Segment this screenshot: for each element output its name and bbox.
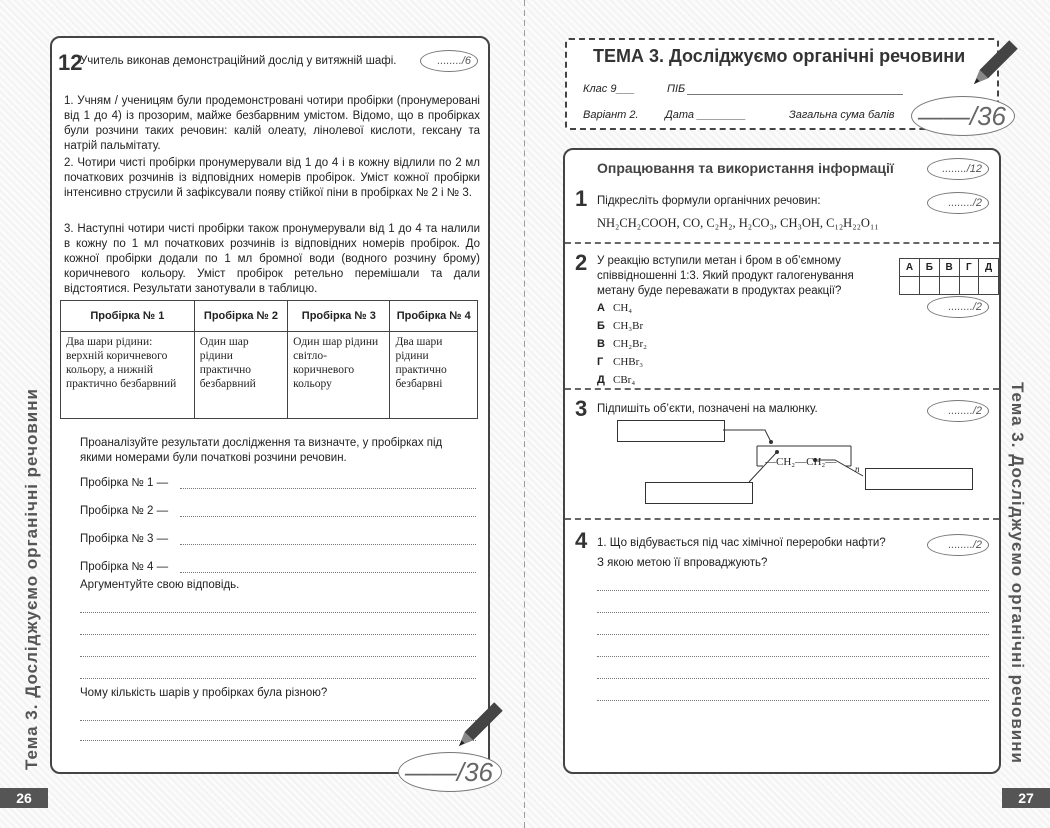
task12-paragraph-1: 1. Учням / ученицям були продемонстровані чотири пробірки (пронумеровані від 1 до 4) із прозорим, майже безбарвним умістом. Відомо, що в пробірках були розчини таких речовин: калій олеату, лінолевої кислоти, гексану та натрій пальмітату. [64,95,480,152]
variant-label: Варіант 2. [583,109,639,121]
task4-score: ......../2 [927,534,989,556]
argue-line[interactable] [80,612,476,613]
table-header: Пробірка № 2 [194,301,287,332]
answer-label-4: Пробірка № 4 — [80,561,169,573]
right-page [525,0,1050,828]
task4-answer-line[interactable] [597,678,989,679]
task-divider [565,518,999,520]
header-title: ТЕМА 3. Досліджуємо органічні речовини [593,46,966,66]
right-total-score: ——/36 [911,96,1015,136]
left-side-title: Тема 3. Досліджуємо органічні речовини [22,388,41,770]
answer-field-1[interactable] [180,488,476,489]
date-label: Дата ________ [665,109,747,121]
why-line[interactable] [80,720,476,721]
option-a[interactable]: А CH₄ [597,302,633,314]
task4-number: 4 [575,528,588,553]
answer-cell[interactable]: Б [919,259,939,277]
argue-line[interactable] [80,678,476,679]
label-box-right[interactable] [865,468,973,490]
task4-question-1: 1. Що відбувається під час хімічної переробки нафти? [597,537,886,549]
pencil-icon [450,698,506,756]
task4-answer-line[interactable] [597,700,989,701]
option-d[interactable]: Д CBr₄ [597,374,636,386]
task12-score: ......../6 [420,50,478,72]
task2-score: ......../2 [927,296,989,318]
task4-answer-line[interactable] [597,656,989,657]
table-header: Пробірка № 3 [288,301,390,332]
argue-line[interactable] [80,656,476,657]
table-header: Пробірка № 4 [390,301,478,332]
polymer-subscript: n [855,464,860,474]
results-table [60,300,478,419]
answer-cell[interactable]: А [900,259,920,277]
pencil-icon [965,36,1021,94]
answer-field-2[interactable] [180,516,476,517]
table-cell: Два шари рідини: верхній коричневого кольору, а нижній практично безбарвний [61,332,195,419]
answer-field-3[interactable] [180,544,476,545]
table-cell: Один шар рідини світло-коричневого кольору [288,332,390,419]
answer-label-2: Пробірка № 2 — [80,505,169,517]
task2-number: 2 [575,250,588,275]
task1-number: 1 [575,186,588,211]
task-divider [565,242,999,244]
answer-cell[interactable]: Г [959,259,979,277]
table-cell: Один шар рідини практично безбарвний [194,332,287,419]
task3-number: 3 [575,396,588,421]
right-side-title: Тема 3. Досліджуємо органічні речовини [1008,382,1027,764]
task12-box [50,36,490,774]
task1-score: ......../2 [927,192,989,214]
task12-intro: Учитель виконав демонстраційний дослід у витяжній шафі. [80,55,397,67]
answer-grid [899,258,999,295]
argue-prompt: Аргументуйте свою відповідь. [80,579,240,591]
task3-text: Підпишіть об’єкти, позначені на малюнку. [597,403,818,415]
task12-number: 12 [58,50,83,75]
task4-question-2: З якою метою її впроваджують? [597,557,768,569]
task3-score: ......../2 [927,400,989,422]
left-total-score: ——/36 [398,752,502,792]
task12-question: Проаналізуйте результати дослідження та визначте, у пробірках під якими номерами були початкові розчини речовин. [80,437,443,464]
option-v[interactable]: В CH₂Br₂ [597,338,647,350]
name-field[interactable] [687,94,903,95]
option-b[interactable]: Б CH₃Br [597,320,644,332]
answer-cell[interactable]: В [939,259,959,277]
page-number-left: 26 [0,788,48,808]
sum-label: Загальна сума балів [789,109,895,121]
task1-text: Підкресліть формули органічних речовин: [597,195,821,207]
label-box-top[interactable] [617,420,725,442]
option-g[interactable]: Г CHBr₃ [597,356,644,368]
task4-answer-line[interactable] [597,634,989,635]
task1-formulas: NH₂CH₂COOH, CO, C₂H₂, H₂CO₃, CH₃OH, C₁₂H₂₂O₁₁ [597,216,879,230]
table-cell: Два шари рідини практично безбарвні [390,332,478,419]
answer-cell[interactable]: Д [979,259,999,277]
task12-paragraph-3: 3. Наступні чотири чисті пробірки також пронумерували від 1 до 4 та налили в кожну по 1 мл початкових розчинів із відповідних номерів пробірок. До кожної пробірки додали по 1 мл бромної води (водного розчину брому) коричневого кольору. Уміст пробірок ретельно перемішали та дали відстоятися. Результати занотували в таблицю. [64,223,480,295]
name-label: ПІБ [667,83,686,95]
why-line[interactable] [80,740,476,741]
answer-field-4[interactable] [180,572,476,573]
task12-paragraph-2: 2. Чотири чисті пробірки пронумерували від 1 до 4 і в кожну відлили по 2 мл початкових розчинів із відповідних номерів пробірок. Уміст кожної пробірки інтенсивно струсили й зафіксували появу стійкої піни в пробірках № 2 і № 3. [64,157,480,199]
section-score: ......../12 [927,158,989,180]
task-divider [565,388,999,390]
page-number-right: 27 [1002,788,1050,808]
answer-label-3: Пробірка № 3 — [80,533,169,545]
task4-answer-line[interactable] [597,612,989,613]
table-header: Пробірка № 1 [61,301,195,332]
answer-label-1: Пробірка № 1 — [80,477,169,489]
tasks-box [563,148,1001,774]
task4-answer-line[interactable] [597,590,989,591]
argue-line[interactable] [80,634,476,635]
task2-text: У реакцію вступили метан і бром в об’ємному співвідношенні 1:3. Який продукт галогенування метану буде переважати в продуктах реакції? [597,255,854,297]
section-title: Опрацювання та використання інформації [597,160,894,176]
why-prompt: Чому кількість шарів у пробірках була різною? [80,687,328,699]
class-label: Клас 9___ [583,83,635,95]
polymer-formula: —CH₂—CH₂— [765,456,837,468]
